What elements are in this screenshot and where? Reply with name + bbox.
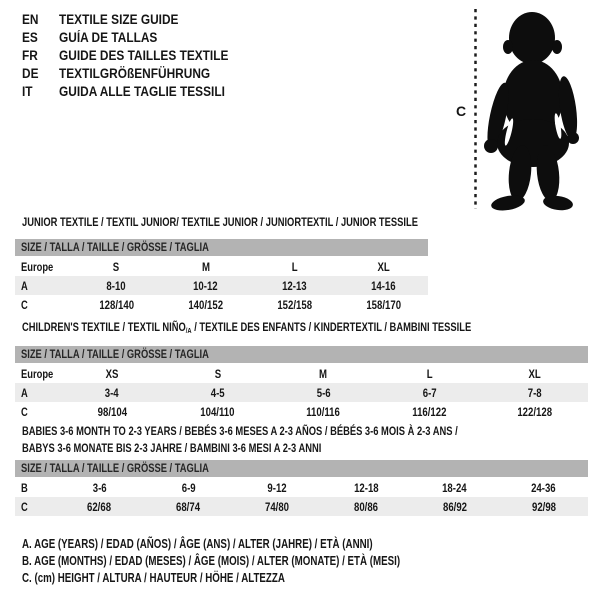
table-row	[15, 295, 428, 314]
size-header-text: SIZE / TALLA / TAILLE / GRÖSSE / TAGLIA	[21, 461, 209, 475]
junior-table-title-text: JUNIOR TEXTILE / TEXTIL JUNIOR/ TEXTILE JUNIOR / JUNIORTEXTIL / JUNIOR TESSILE	[22, 215, 418, 229]
children-table-title-text: CHILDREN'S TEXTILE / TEXTIL $NIÑO_{/A}$ / TEXTILE DES ENFANTS / KINDERTEXTIL / BAMBINI TESSILE	[22, 320, 472, 336]
language-title: TEXTILE SIZE GUIDE	[59, 12, 179, 27]
height-cell: 92/98	[531, 499, 556, 514]
row-label: C	[21, 404, 28, 419]
age-cell: 8-10	[106, 278, 127, 293]
junior-size-table	[15, 239, 428, 314]
age-cell: 18-24	[442, 480, 468, 495]
table-row	[15, 364, 588, 383]
size-cell: S	[113, 259, 120, 274]
children-table-title	[22, 320, 598, 335]
height-cell: 158/170	[366, 297, 401, 312]
size-cell: M	[319, 366, 328, 381]
footnote-a: A. AGE (YEARS) / EDAD (AÑOS) / ÂGE (ANS) / ALTER (JAHRE) / ETÀ (ANNI)	[22, 537, 373, 551]
row-label: Europe	[21, 366, 54, 381]
age-cell: 6-7	[422, 385, 437, 400]
age-cell: 7-8	[528, 385, 543, 400]
age-cell: 4-5	[210, 385, 225, 400]
table-row	[15, 402, 588, 421]
size-cell: S	[214, 366, 221, 381]
language-row-fr	[22, 47, 252, 65]
size-cell: XL	[377, 259, 390, 274]
junior-table-title	[22, 215, 530, 229]
language-title: TEXTILGRÖßENFÜHRUNG	[59, 66, 211, 81]
size-header-bar	[15, 460, 588, 477]
size-header-bar	[15, 346, 588, 363]
language-row-de	[22, 65, 252, 83]
height-cell: 86/92	[442, 499, 467, 514]
subscript-a: /A	[185, 326, 192, 336]
height-cell: 62/68	[87, 499, 112, 514]
age-cell: 12-18	[353, 480, 379, 495]
language-code: DE	[22, 66, 39, 81]
size-cell: M	[201, 259, 210, 274]
babies-size-table	[15, 460, 588, 516]
language-code: IT	[22, 84, 33, 99]
language-row-es	[22, 29, 252, 47]
height-cell: 68/74	[176, 499, 201, 514]
height-measure-label: C	[456, 103, 467, 119]
age-cell: 9-12	[267, 480, 287, 495]
language-code: ES	[22, 30, 38, 45]
language-title: GUÍA DE TALLAS	[59, 30, 158, 45]
babies-table-title-line2: BABYS 3-6 MONATE BIS 2-3 JAHRE / BAMBINI 3-6 MESI A 2-3 ANNI	[22, 440, 322, 455]
height-cell: 116/122	[412, 404, 447, 419]
height-cell: 128/140	[99, 297, 134, 312]
size-header-text: SIZE / TALLA / TAILLE / GRÖSSE / TAGLIA	[21, 347, 209, 361]
footnote-b: B. AGE (MONTHS) / EDAD (MESES) / ÂGE (MOIS) / ALTER (MONATE) / ETÀ (MESI)	[22, 554, 401, 568]
table-row	[15, 478, 588, 497]
language-title: GUIDA ALLE TAGLIE TESSILI	[59, 84, 225, 99]
height-cell: 98/104	[97, 404, 127, 419]
size-cell: XS	[105, 366, 119, 381]
age-cell: 5-6	[316, 385, 331, 400]
height-cell: 140/152	[188, 297, 223, 312]
size-header-text: SIZE / TALLA / TAILLE / GRÖSSE / TAGLIA	[21, 240, 209, 254]
language-title: GUIDE DES TAILLES TEXTILE	[59, 48, 229, 63]
babies-table-title-line1: BABIES 3-6 MONTH TO 2-3 YEARS / BEBÉS 3-6 MESES A 2-3 AÑOS / BÉBÉS 3-6 MOIS À 2-3 ANS /	[22, 424, 458, 438]
age-cell: 3-6	[92, 480, 107, 495]
language-code: EN	[22, 12, 39, 27]
size-cell: L	[426, 366, 433, 381]
age-cell: 6-9	[181, 480, 196, 495]
table-row	[15, 276, 428, 295]
row-label: B	[21, 480, 28, 495]
row-label: A	[21, 278, 28, 293]
height-cell: 110/116	[306, 404, 341, 419]
legend-footnotes	[22, 536, 507, 587]
language-row-it	[22, 83, 252, 101]
age-cell: 14-16	[371, 278, 396, 293]
row-label: C	[21, 499, 28, 514]
age-cell: 3-4	[104, 385, 119, 400]
table-row	[15, 257, 428, 276]
age-cell: 24-36	[531, 480, 556, 495]
children-size-table	[15, 346, 588, 421]
table-row	[15, 497, 588, 516]
footnote-c: C. (cm) HEIGHT / ALTURA / HAUTEUR / HÖHE / ALTEZZA	[22, 571, 285, 585]
size-cell: XL	[528, 366, 542, 381]
age-cell: 10-12	[193, 278, 218, 293]
babies-table-title	[22, 423, 581, 456]
height-cell: 122/128	[517, 404, 553, 419]
row-label: A	[21, 385, 28, 400]
height-cell: 152/158	[277, 297, 312, 312]
height-cell: 74/80	[265, 499, 290, 514]
language-code: FR	[22, 48, 38, 63]
language-row-en	[22, 11, 252, 29]
row-label: C	[21, 297, 28, 312]
toddler-silhouette-icon	[478, 8, 590, 212]
height-cell: 80/86	[353, 499, 378, 514]
row-label: Europe	[21, 259, 54, 274]
height-cell: 104/110	[200, 404, 235, 419]
language-list	[22, 11, 252, 101]
table-row	[15, 383, 588, 402]
age-cell: 12-13	[282, 278, 307, 293]
size-header-bar	[15, 239, 428, 256]
size-cell: L	[291, 259, 298, 274]
